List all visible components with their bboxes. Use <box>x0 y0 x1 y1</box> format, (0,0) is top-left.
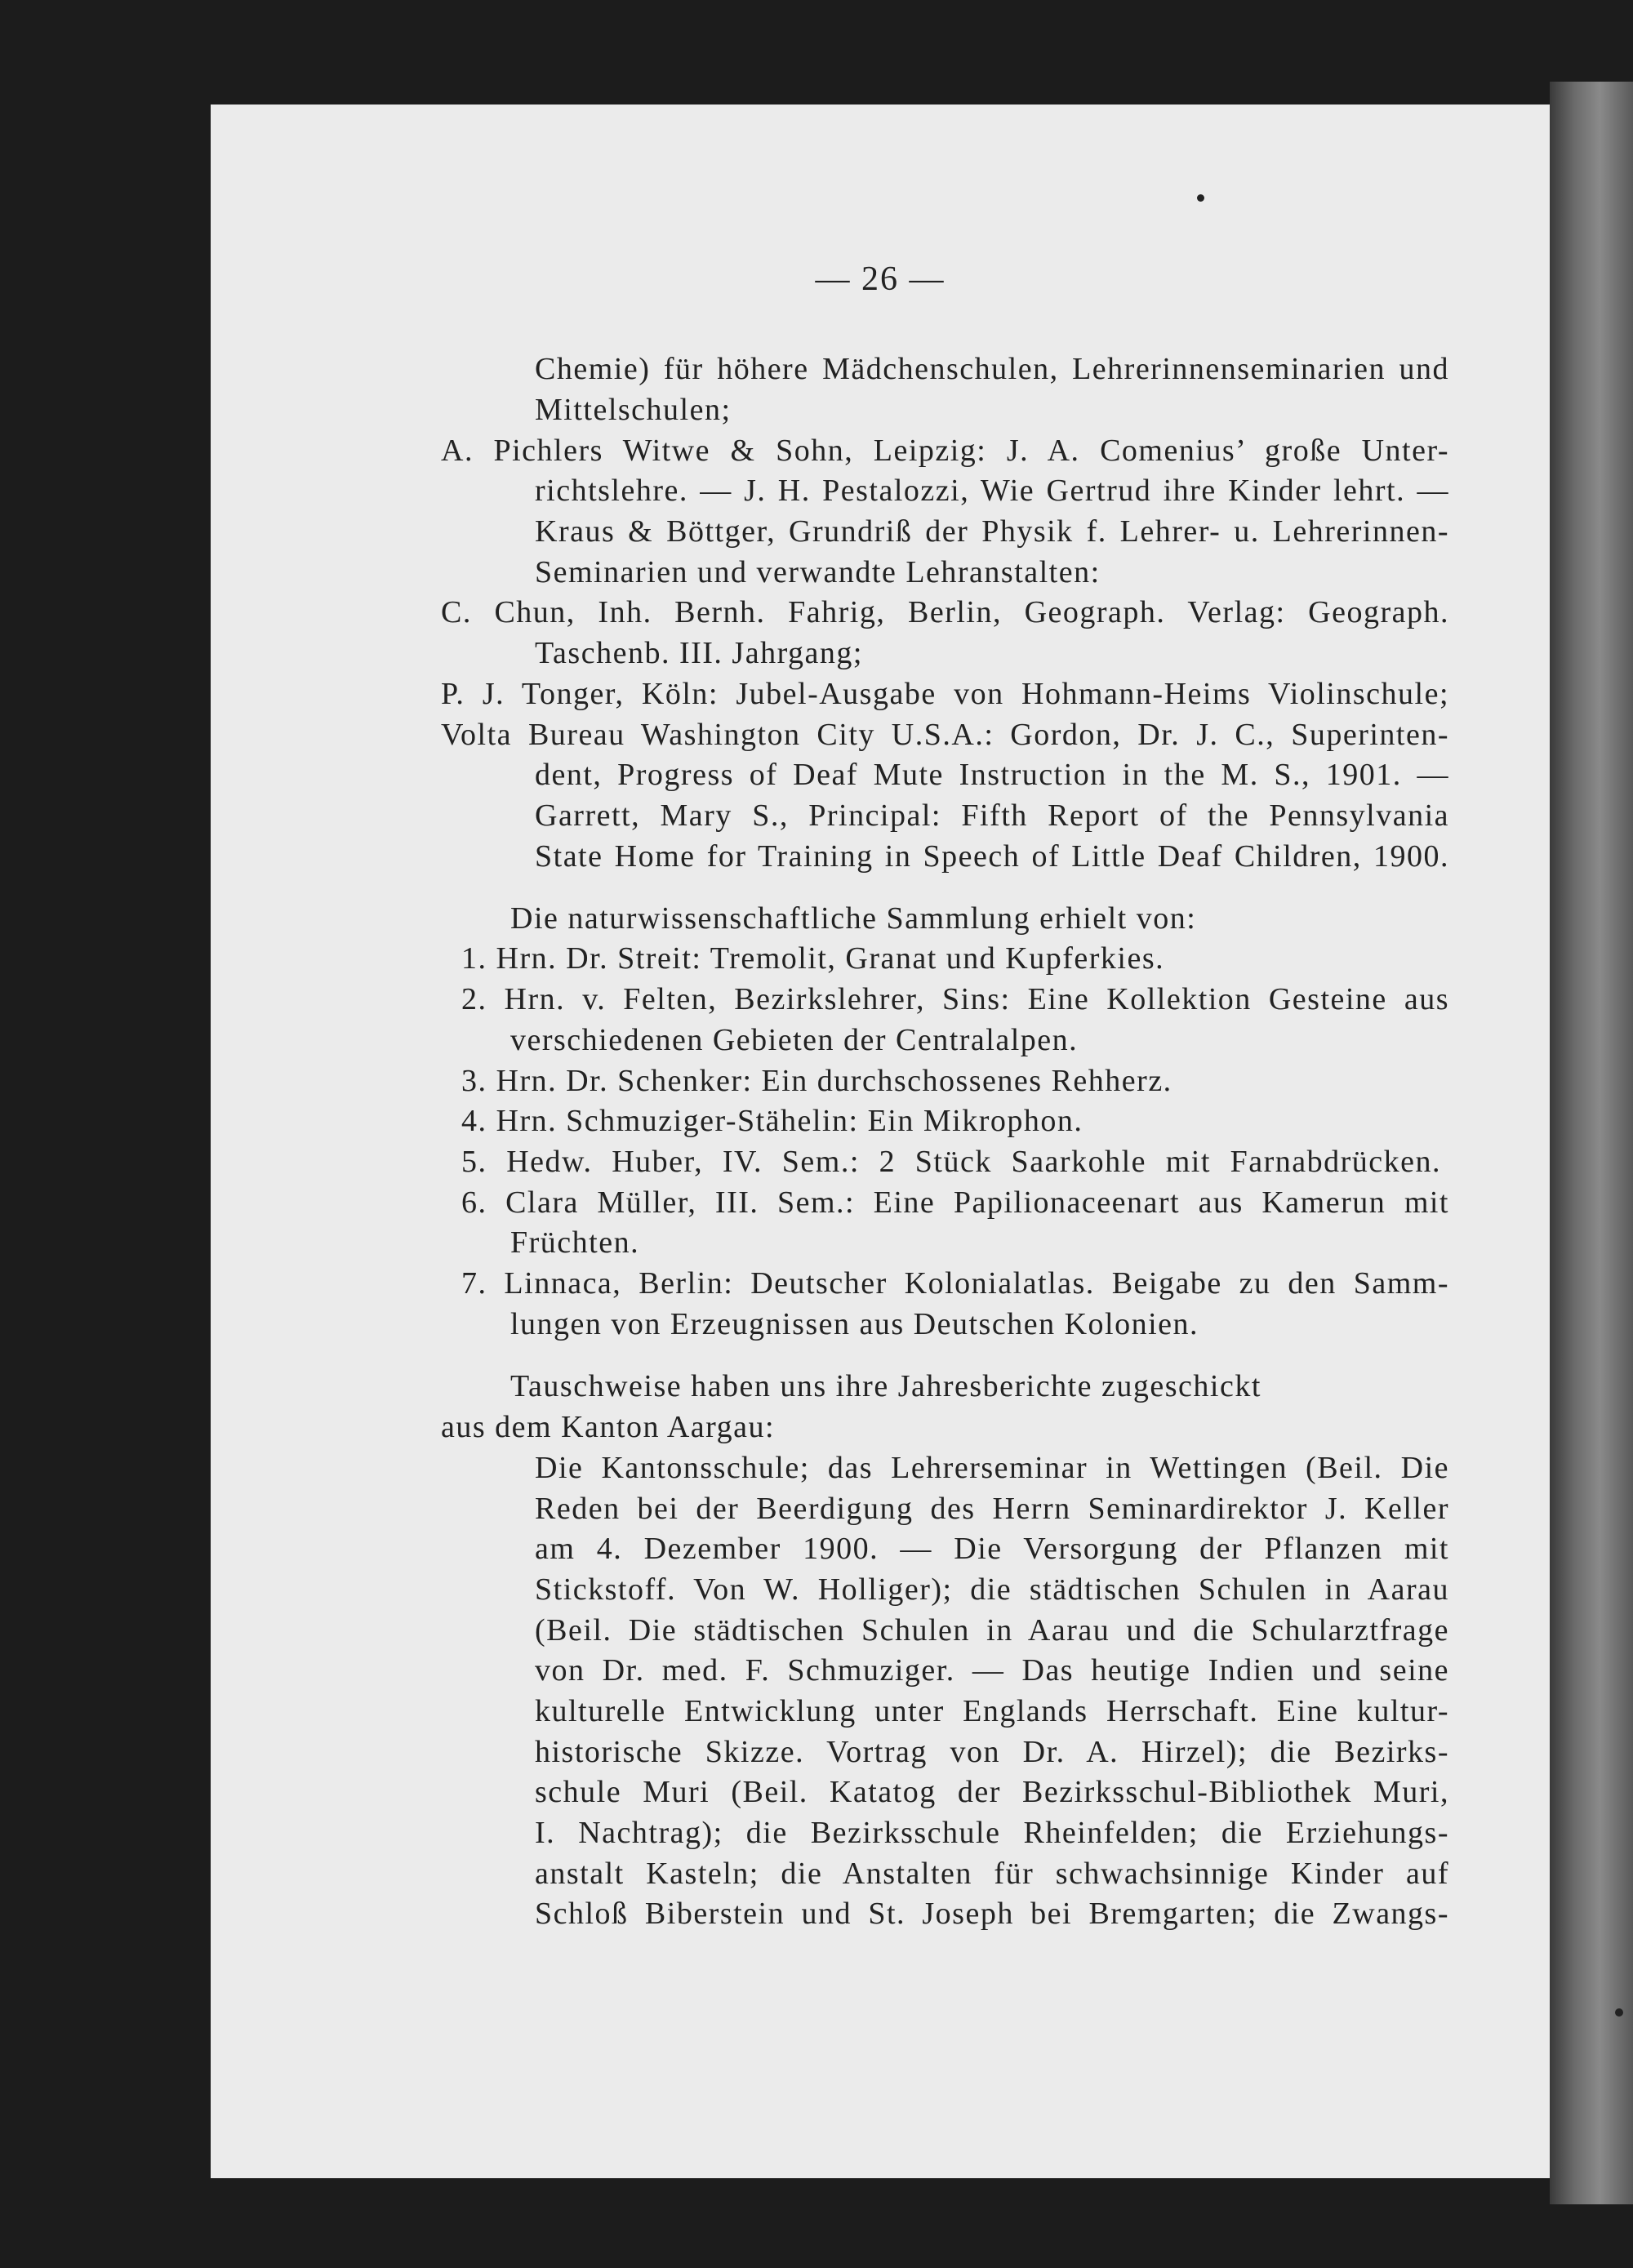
text-line: 7. Linnaca, Berlin: Deutscher Kolonialatlas. Beigabe zu den Samm- <box>461 1266 1449 1301</box>
page-number: — 26 — <box>815 260 946 298</box>
speck <box>1197 194 1204 202</box>
text-line: Seminarien und verwandte Lehranstalten: <box>535 555 1101 589</box>
text-line: aus dem Kanton Aargau: <box>441 1410 776 1444</box>
text-line: Früchten. <box>510 1225 640 1260</box>
text-line: schule Muri (Beil. Katatog der Bezirksschul-Bibliothek Muri, <box>535 1775 1449 1809</box>
text-line: richtslehre. — J. H. Pestalozzi, Wie Gertrud ihre Kinder lehrt. — <box>535 474 1449 508</box>
text-line: Die Kantonsschule; das Lehrerseminar in Wettingen (Beil. Die <box>535 1451 1449 1485</box>
text-line: A. Pichlers Witwe & Sohn, Leipzig: J. A. Comenius’ große Unter- <box>441 434 1449 468</box>
text-line: Schloß Biberstein und St. Joseph bei Bremgarten; die Zwangs- <box>535 1897 1449 1931</box>
speck <box>1615 2008 1623 2017</box>
text-line: State Home for Training in Speech of Little Deaf Children, 1900. <box>535 839 1449 874</box>
text-line: Reden bei der Beerdigung des Herrn Seminardirektor J. Keller <box>535 1492 1449 1526</box>
text-line: Stickstoff. Von W. Holliger); die städtischen Schulen in Aarau <box>535 1572 1449 1607</box>
text-line: 6. Clara Müller, III. Sem.: Eine Papilionaceenart aus Kamerun mit <box>461 1185 1449 1220</box>
text-line: 4. Hrn. Schmuziger-Stähelin: Ein Mikrophon. <box>461 1104 1083 1138</box>
text-line: verschiedenen Gebieten der Centralalpen. <box>510 1023 1079 1057</box>
text-line: 3. Hrn. Dr. Schenker: Ein durchschossenes Rehherz. <box>461 1064 1172 1098</box>
text-line: 5. Hedw. Huber, IV. Sem.: 2 Stück Saarkohle mit Farnabdrücken. <box>461 1145 1441 1179</box>
text-line: am 4. Dezember 1900. — Die Versorgung der Pflanzen mit <box>535 1532 1449 1566</box>
text-line: anstalt Kasteln; die Anstalten für schwachsinnige Kinder auf <box>535 1857 1449 1891</box>
text-line: historische Skizze. Vortrag von Dr. A. Hirzel); die Bezirks- <box>535 1735 1449 1769</box>
book-page-edge <box>1550 82 1633 2204</box>
text-line: dent, Progress of Deaf Mute Instruction in the M. S., 1901. — <box>535 758 1449 792</box>
text-line: I. Nachtrag); die Bezirksschule Rheinfelden; die Erziehungs- <box>535 1816 1449 1850</box>
text-line: lungen von Erzeugnissen aus Deutschen Kolonien. <box>510 1307 1199 1341</box>
text-line: P. J. Tonger, Köln: Jubel-Ausgabe von Hohmann-Heims Violinschule; <box>441 677 1449 711</box>
text-line: Tauschweise haben uns ihre Jahresberichte zugeschickt <box>510 1369 1261 1403</box>
text-line: Kraus & Böttger, Grundriß der Physik f. Lehrer- u. Lehrerinnen- <box>535 514 1449 549</box>
text-line: Garrett, Mary S., Principal: Fifth Report of the Pennsylvania <box>535 798 1449 833</box>
text-line: von Dr. med. F. Schmuziger. — Das heutige Indien und seine <box>535 1653 1449 1688</box>
text-line: 1. Hrn. Dr. Streit: Tremolit, Granat und Kupferkies. <box>461 941 1165 976</box>
text-line: Chemie) für höhere Mädchenschulen, Lehrerinnenseminarien und <box>535 352 1449 386</box>
text-line: C. Chun, Inh. Bernh. Fahrig, Berlin, Geograph. Verlag: Geograph. <box>441 595 1449 629</box>
text-line: Taschenb. III. Jahrgang; <box>535 636 863 670</box>
text-line: Volta Bureau Washington City U.S.A.: Gordon, Dr. J. C., Superinten- <box>441 718 1449 752</box>
text-line: Mittelschulen; <box>535 393 732 427</box>
text-line: (Beil. Die städtischen Schulen in Aarau und die Schularztfrage <box>535 1613 1449 1648</box>
text-line: kulturelle Entwicklung unter Englands Herrschaft. Eine kultur- <box>535 1694 1449 1728</box>
text-line: Die naturwissenschaftliche Sammlung erhielt von: <box>510 901 1197 936</box>
text-line: 2. Hrn. v. Felten, Bezirkslehrer, Sins: Eine Kollektion Gesteine aus <box>461 982 1449 1016</box>
